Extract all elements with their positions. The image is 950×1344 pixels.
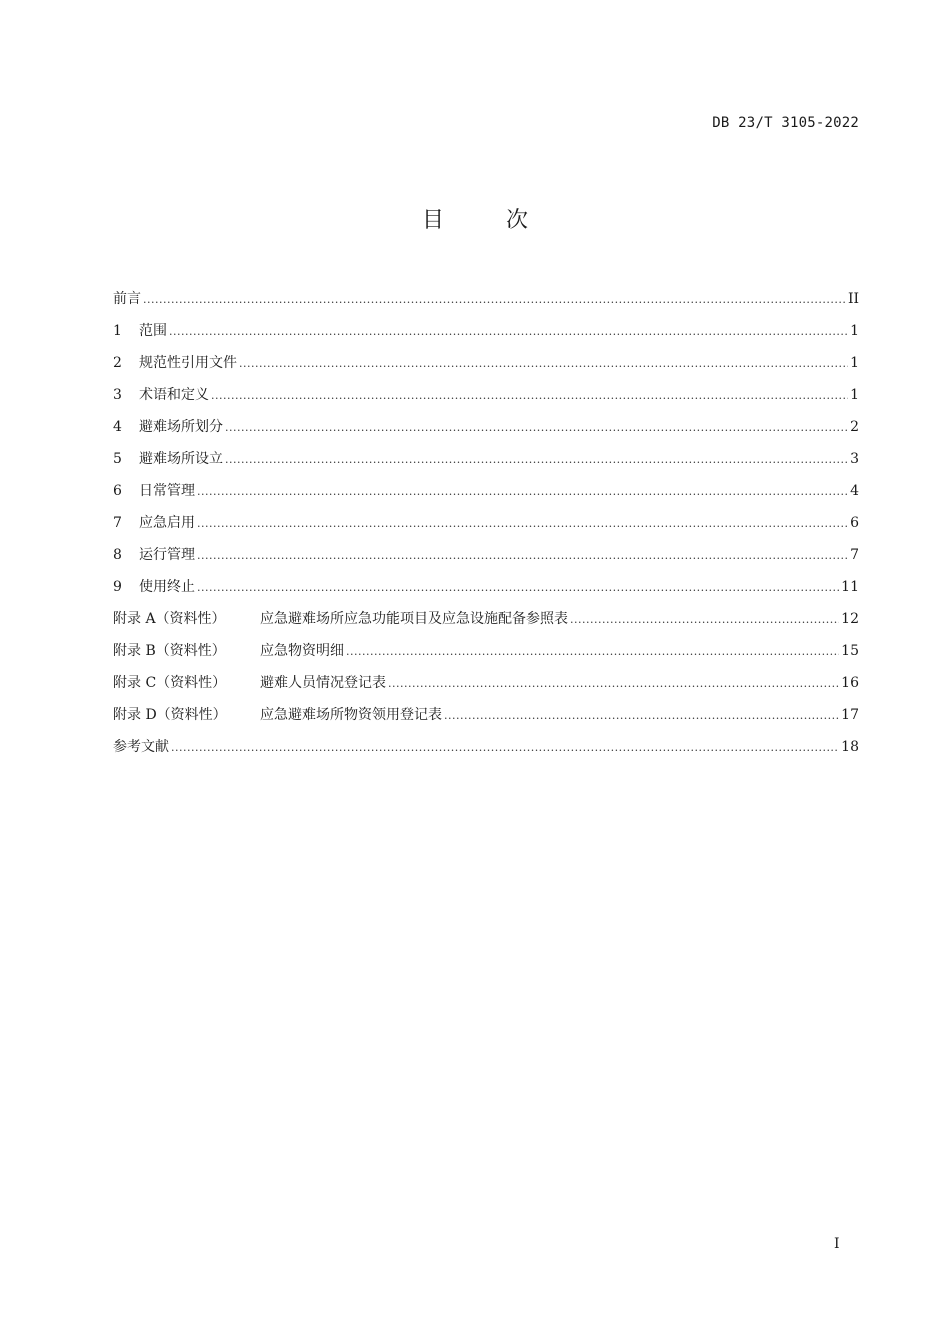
page-title: 目次	[421, 208, 590, 233]
toc-entry-appendix-label: 附录 D（资料性）	[113, 707, 227, 723]
toc-entry-title: 规范性引用文件	[139, 355, 237, 371]
toc-entry-title: 应急避难场所应急功能项目及应急设施配备参照表	[260, 611, 568, 627]
toc-entry-number: 5	[113, 451, 122, 467]
toc-entry[interactable]	[113, 448, 859, 480]
table-of-contents	[113, 288, 859, 768]
toc-entry[interactable]	[113, 480, 859, 512]
toc-dot-leader	[239, 353, 848, 375]
toc-entry[interactable]	[113, 640, 859, 672]
toc-entry[interactable]	[113, 672, 859, 704]
toc-entry-page: 18	[841, 739, 859, 755]
toc-entry-number: 6	[113, 483, 122, 499]
toc-entry-title: 范围	[139, 323, 167, 339]
toc-entry[interactable]	[113, 736, 859, 768]
toc-entry-number: 1	[113, 323, 122, 339]
toc-dot-leader	[171, 737, 839, 759]
toc-dot-leader	[197, 545, 848, 567]
toc-entry-title: 运行管理	[139, 547, 195, 563]
toc-entry-page: 11	[841, 579, 859, 595]
toc-entry-number: 9	[113, 579, 122, 595]
toc-entry-page: 16	[841, 675, 859, 691]
page-number: I	[834, 1236, 840, 1252]
toc-entry-page: 7	[850, 547, 859, 563]
toc-entry-title: 应急避难场所物资领用登记表	[260, 707, 442, 723]
toc-dot-leader	[444, 705, 839, 727]
toc-entry-title: 应急启用	[139, 515, 195, 531]
toc-dot-leader	[197, 481, 848, 503]
toc-entry-title: 日常管理	[139, 483, 195, 499]
toc-entry-appendix-label: 附录 A（资料性）	[113, 611, 226, 627]
toc-entry-page: 1	[850, 355, 859, 371]
toc-dot-leader	[570, 609, 839, 631]
toc-dot-leader	[211, 385, 848, 407]
toc-entry-page: 17	[841, 707, 859, 723]
toc-entry-appendix-label: 附录 B（资料性）	[113, 643, 226, 659]
toc-dot-leader	[225, 449, 848, 471]
document-code: DB 23/T 3105-2022	[712, 115, 859, 131]
toc-entry-title: 前言	[113, 291, 141, 307]
toc-entry-page: 2	[850, 419, 859, 435]
toc-entry[interactable]	[113, 704, 859, 736]
toc-entry-page: 1	[850, 387, 859, 403]
toc-dot-leader	[225, 417, 848, 439]
toc-entry-number: 4	[113, 419, 122, 435]
toc-entry[interactable]	[113, 512, 859, 544]
toc-entry-appendix-label: 附录 C（资料性）	[113, 675, 227, 691]
toc-dot-leader	[197, 577, 839, 599]
toc-entry-number: 8	[113, 547, 122, 563]
toc-entry-page: II	[847, 291, 859, 307]
toc-dot-leader	[143, 289, 846, 311]
toc-entry-page: 1	[850, 323, 859, 339]
toc-entry[interactable]	[113, 576, 859, 608]
toc-entry-number: 7	[113, 515, 122, 531]
toc-dot-leader	[346, 641, 839, 663]
toc-entry-title: 参考文献	[113, 739, 169, 755]
toc-entry-page: 12	[841, 611, 859, 627]
toc-entry-page: 15	[841, 643, 859, 659]
toc-entry-title: 术语和定义	[139, 387, 209, 403]
toc-entry[interactable]	[113, 352, 859, 384]
toc-entry-number: 2	[113, 355, 122, 371]
toc-entry-title: 使用终止	[139, 579, 195, 595]
toc-entry[interactable]	[113, 320, 859, 352]
toc-entry[interactable]	[113, 608, 859, 640]
toc-entry[interactable]	[113, 384, 859, 416]
toc-dot-leader	[388, 673, 839, 695]
toc-entry[interactable]	[113, 544, 859, 576]
toc-entry-title: 应急物资明细	[260, 643, 344, 659]
toc-entry-title: 避难场所设立	[139, 451, 223, 467]
toc-entry-page: 4	[850, 483, 859, 499]
toc-entry-title: 避难场所划分	[139, 419, 223, 435]
toc-entry[interactable]	[113, 288, 859, 320]
toc-entry-number: 3	[113, 387, 122, 403]
toc-entry-page: 3	[850, 451, 859, 467]
toc-entry[interactable]	[113, 416, 859, 448]
toc-dot-leader	[197, 513, 848, 535]
toc-entry-page: 6	[850, 515, 859, 531]
toc-entry-title: 避难人员情况登记表	[260, 675, 386, 691]
toc-dot-leader	[169, 321, 848, 343]
